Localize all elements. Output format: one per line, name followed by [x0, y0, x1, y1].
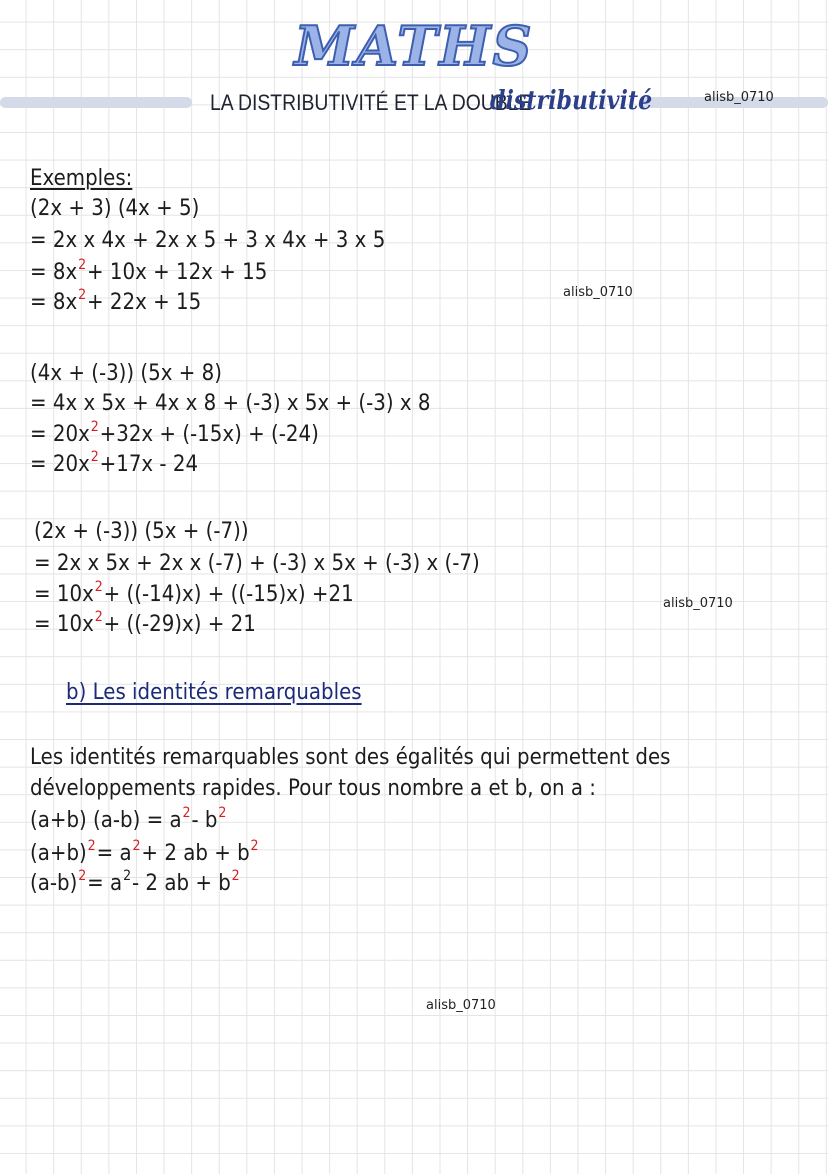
exponent-mark: 2	[123, 868, 132, 884]
exponent-mark: 2	[87, 838, 96, 854]
watermark-right: alisb_0710	[663, 596, 733, 611]
section-b-title: b) Les identités remarquables	[66, 680, 362, 705]
ex2-line3-end: +32x + (-15x) + (-24)	[99, 422, 319, 447]
exponent-mark: 2	[78, 257, 87, 273]
ex3-line3-start: = 10x	[34, 582, 94, 607]
identity-1-start: (a+b) (a-b) = a	[30, 808, 182, 833]
identity-3	[30, 868, 241, 899]
exponent-mark: 2	[78, 868, 87, 884]
identity-1-mid: - b	[191, 808, 218, 833]
exponent-mark: 2	[90, 449, 99, 465]
identity-2-end: + 2 ab + b	[141, 841, 250, 866]
ex1-line4	[30, 287, 202, 318]
identity-3-mid: = a	[87, 871, 123, 896]
exponent-mark: 2	[182, 805, 191, 821]
exponent-mark: 2	[132, 838, 141, 854]
ex3-line4	[34, 609, 256, 640]
identity-2	[30, 838, 259, 869]
ex2-line1: (4x + (-3)) (5x + 8)	[30, 361, 222, 386]
ex1-line4-start: = 8x	[30, 290, 78, 315]
header-band-left	[0, 97, 192, 108]
ex2-line3-start: = 20x	[30, 422, 90, 447]
paragraph-line1: Les identités remarquables sont des égalités qui permettent des	[30, 745, 671, 770]
exponent-mark: 2	[250, 838, 259, 854]
ex3-line1: (2x + (-3)) (5x + (-7))	[34, 519, 249, 544]
watermark-top: alisb_0710	[704, 90, 774, 105]
ex3-line3	[34, 579, 354, 610]
exponent-mark: 2	[90, 419, 99, 435]
ex1-line3	[30, 257, 268, 288]
exponent-mark: 2	[231, 868, 240, 884]
identity-2-mid: = a	[96, 841, 132, 866]
exponent-mark: 2	[94, 609, 103, 625]
identity-3-start: (a-b)	[30, 871, 78, 896]
ex1-line2: = 2x x 4x + 2x x 5 + 3 x 4x + 3 x 5	[30, 228, 386, 253]
exponent-mark: 2	[218, 805, 227, 821]
ex1-line4-end: + 22x + 15	[87, 290, 202, 315]
ex2-line4-start: = 20x	[30, 452, 90, 477]
ex2-line4	[30, 449, 199, 480]
ex1-line3-start: = 8x	[30, 260, 78, 285]
page-title: MATHS	[294, 14, 534, 78]
ex1-line3-end: + 10x + 12x + 15	[87, 260, 268, 285]
page-subtitle-script: distributivité	[490, 86, 653, 116]
exponent-mark: 2	[78, 287, 87, 303]
paragraph-line2: développements rapides. Pour tous nombre a et b, on a :	[30, 776, 596, 801]
ex2-line4-end: +17x - 24	[99, 452, 199, 477]
page-subtitle: LA DISTRIBUTIVITÉ ET LA DOUBLE	[210, 90, 532, 115]
exponent-mark: 2	[94, 579, 103, 595]
identity-3-end: - 2 ab + b	[131, 871, 231, 896]
ex3-line2: = 2x x 5x + 2x x (-7) + (-3) x 5x + (-3) x (-7)	[34, 551, 480, 576]
ex3-line3-end: + ((-14)x) + ((-15)x) +21	[103, 582, 354, 607]
examples-heading: Exemples:	[30, 166, 133, 191]
ex1-line1: (2x + 3) (4x + 5)	[30, 196, 200, 221]
watermark-middle: alisb_0710	[563, 285, 633, 300]
ex3-line4-end: + ((-29)x) + 21	[103, 612, 256, 637]
watermark-bottom: alisb_0710	[426, 998, 496, 1013]
identity-2-start: (a+b)	[30, 841, 87, 866]
identity-1	[30, 805, 227, 836]
ex2-line3	[30, 419, 319, 450]
ex3-line4-start: = 10x	[34, 612, 94, 637]
ex2-line2: = 4x x 5x + 4x x 8 + (-3) x 5x + (-3) x 8	[30, 391, 431, 416]
